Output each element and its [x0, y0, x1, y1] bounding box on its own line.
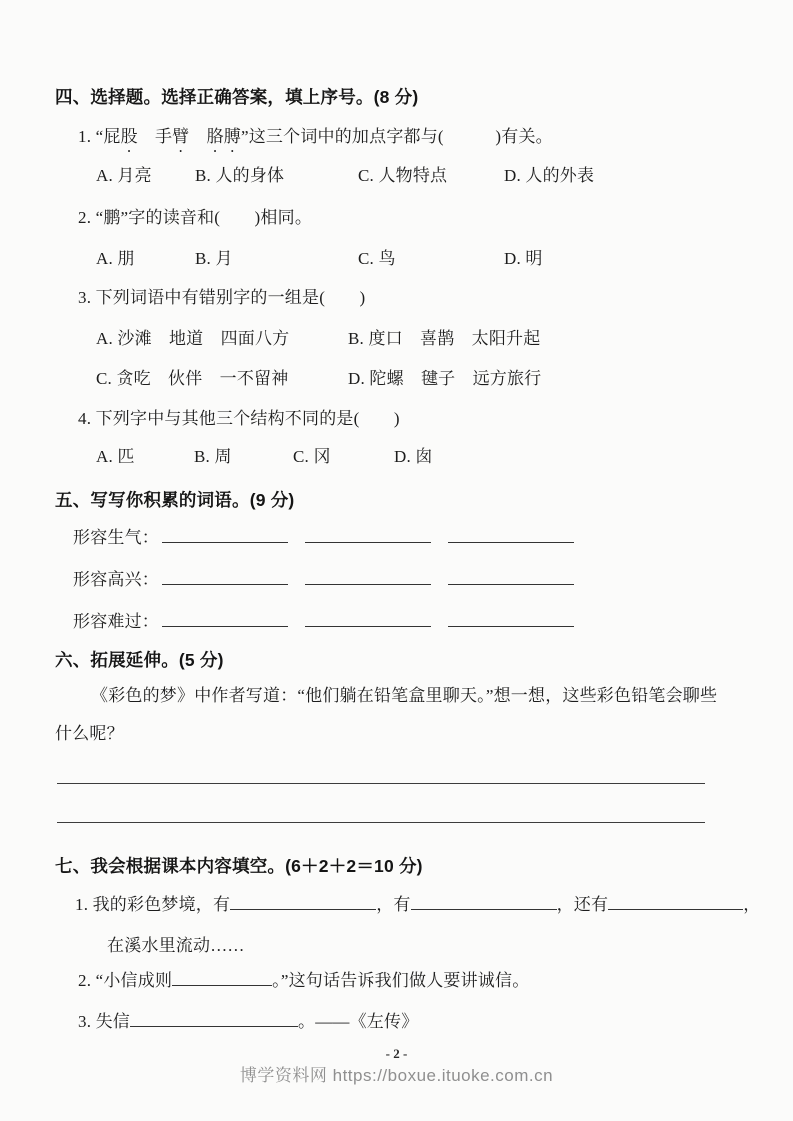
- option-a: A. 朋: [96, 249, 135, 268]
- answer-blank: [305, 568, 431, 585]
- section-4-heading: 四、选择题。选择正确答案，填上序号。(8 分): [55, 87, 419, 107]
- answer-blank: [608, 893, 743, 910]
- question-3-options-row-2: [96, 368, 541, 390]
- answer-blank: [162, 610, 288, 627]
- question-4-options: [96, 446, 433, 468]
- word-row-angry: [73, 526, 574, 549]
- answer-blank: [162, 568, 288, 585]
- option-c: C. 人物特点: [358, 166, 448, 185]
- answer-blank: [448, 568, 574, 585]
- option-b: B. 度口 喜鹊 太阳升起: [348, 329, 541, 348]
- dotted-char-bi: 臂: [172, 127, 190, 146]
- section-6-heading: 六、拓展延伸。(5 分): [55, 650, 224, 670]
- section-7-heading: 七、我会根据课本内容填空。(6＋2＋2＝10 分): [55, 856, 423, 876]
- fill-item-2: 2. “小信成则 。”这句话告诉我们做人要讲诚信。: [78, 971, 530, 990]
- page-number: - 2 -: [385, 1046, 408, 1061]
- option-b: B. 周: [194, 447, 232, 466]
- question-4-stem: 4. 下列字中与其他三个结构不同的是( ): [78, 409, 400, 428]
- word-row-label: 形容高兴：: [73, 570, 159, 589]
- fill-item-1: 1. 我的彩色梦境，有 ，有 ，还有 ，: [75, 895, 761, 914]
- answer-blank: [130, 1010, 298, 1027]
- option-d: D. 陀螺 毽子 远方旅行: [348, 369, 542, 388]
- option-a: A. 匹: [96, 447, 135, 466]
- question-2-options: [96, 248, 543, 270]
- answer-blank: [448, 526, 574, 543]
- question-1-options: [96, 165, 594, 187]
- option-d: D. 明: [504, 249, 543, 268]
- answer-blank: [448, 610, 574, 627]
- section-6-prompt-paragraph: 《彩色的梦》中作者写道：“他们躺在铅笔盒里聊天。”想一想，这些彩色铅笔会聊些什么呢？: [55, 686, 718, 743]
- answer-blank: [411, 893, 557, 910]
- option-b: B. 人的身体: [195, 166, 285, 185]
- option-d: D. 囱: [394, 447, 433, 466]
- option-c: C. 贪吃 伙伴 一不留神: [96, 369, 289, 388]
- option-c: C. 鸟: [358, 249, 396, 268]
- question-1-number: 1.: [78, 127, 96, 146]
- word-row-label: 形容生气：: [73, 528, 159, 547]
- question-1-stem: 1. “屁股 手臂 胳膊”这三个词中的加点字都与( )有关。: [78, 127, 553, 146]
- option-c: C. 冈: [293, 447, 331, 466]
- answer-blank: [230, 893, 376, 910]
- question-3-stem: 3. 下列词语中有错别字的一组是( ): [78, 288, 366, 307]
- question-3-options-row-1: [96, 328, 540, 350]
- option-a: A. 沙滩 地道 四面八方: [96, 329, 290, 348]
- answer-blank: [172, 969, 272, 986]
- option-a: A. 月亮: [96, 166, 152, 185]
- dotted-char-bo: 膊: [223, 127, 241, 146]
- dotted-char-ge: 胳: [206, 127, 224, 146]
- answer-blank: [305, 610, 431, 627]
- fill-item-3: 3. 失信 。——《左传》: [78, 1012, 419, 1031]
- answer-line: [57, 783, 705, 784]
- option-d: D. 人的外表: [504, 166, 595, 185]
- word-row-happy: [73, 568, 574, 591]
- answer-line: [57, 822, 705, 823]
- fill-item-1-line-2: 在溪水里流动……: [107, 936, 245, 955]
- question-2-stem: 2. “鹏”字的读音和( )相同。: [78, 208, 313, 227]
- section-5-heading: 五、写写你积累的词语。(9 分): [55, 490, 295, 510]
- option-b: B. 月: [195, 249, 233, 268]
- dotted-char-gu: 股: [120, 127, 138, 146]
- word-row-sad: [73, 610, 574, 633]
- word-row-label: 形容难过：: [73, 612, 159, 631]
- watermark-site-link: 博学资料网 https://boxue.ituoke.com.cn: [239, 1066, 554, 1085]
- answer-blank: [305, 526, 431, 543]
- answer-blank: [162, 526, 288, 543]
